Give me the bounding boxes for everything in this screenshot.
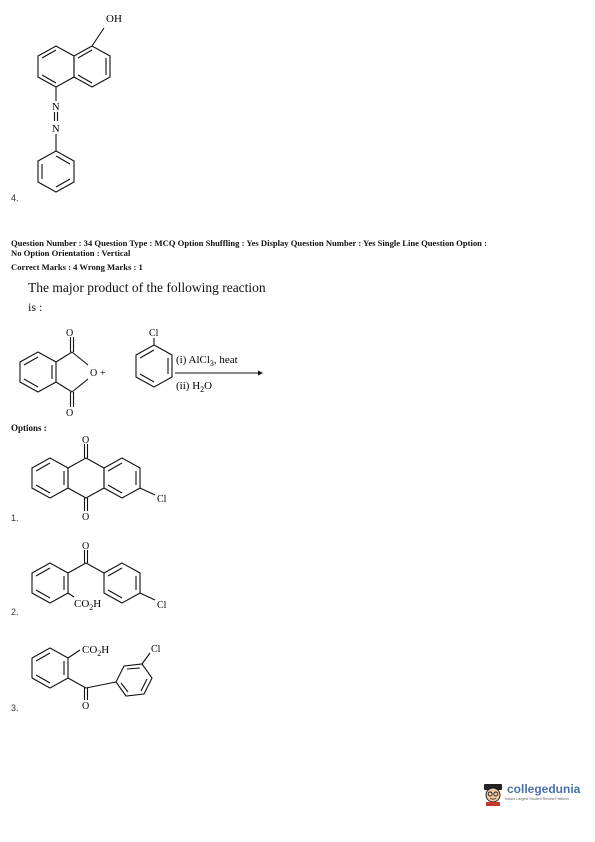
option-2-structure[interactable] [20,541,190,621]
reagent-2: (ii) $H_2O$ [176,380,213,394]
question-meta-line1: Question Number : 34 Question Type : MCQ Option Shuffling : Yes Display Question Number : Yes Single Line Question Option : [11,238,487,248]
oh-label: OH [106,13,122,25]
question-text-line2: is : [28,300,43,314]
option-1-o-bottom: O [82,512,90,523]
option-2-cl: Cl [157,600,167,611]
question-meta-line2: No Option Orientation : Vertical [11,248,131,258]
cl-label: Cl [149,328,159,339]
option-3-cl: Cl [151,644,161,655]
reagent-1: (i) AlCl$_3$, heat [176,354,238,368]
logo-text: collegedunia [507,782,581,796]
n-bottom-label: N [52,124,60,135]
option-2-acid: $CO_2H$ [74,598,102,612]
option-1-o-top: O [82,435,90,446]
option-1-structure[interactable] [20,433,190,523]
anhydride-o-bottom: O [66,408,74,417]
option-1-cl: Cl [157,494,167,505]
mascot-icon [481,782,505,806]
option-3-acid: $CO_2H$ [82,644,110,658]
logo-tagline: India's Largest Student Review Platform [505,797,569,801]
azo-naphthol-structure [18,6,138,201]
anhydride-o-ring: O [90,368,98,379]
plus-sign: + [100,368,106,379]
option-3-o-bottom: O [82,701,90,712]
option-number-4: 4. [11,193,19,203]
option-number-3[interactable]: 3. [11,703,19,713]
collegedunia-logo[interactable] [481,782,581,806]
option-number-1[interactable]: 1. [11,513,19,523]
question-meta-line3: Correct Marks : 4 Wrong Marks : 1 [11,262,143,272]
option-2-o-top: O [82,541,90,552]
option-number-2[interactable]: 2. [11,607,19,617]
options-label: Options : [11,423,47,433]
n-top-label: N [52,102,60,113]
anhydride-o-top: O [66,328,74,339]
option-3-structure[interactable] [20,636,190,716]
question-text-line1: The major product of the following reaction [28,280,266,295]
reaction-scheme [12,325,282,417]
